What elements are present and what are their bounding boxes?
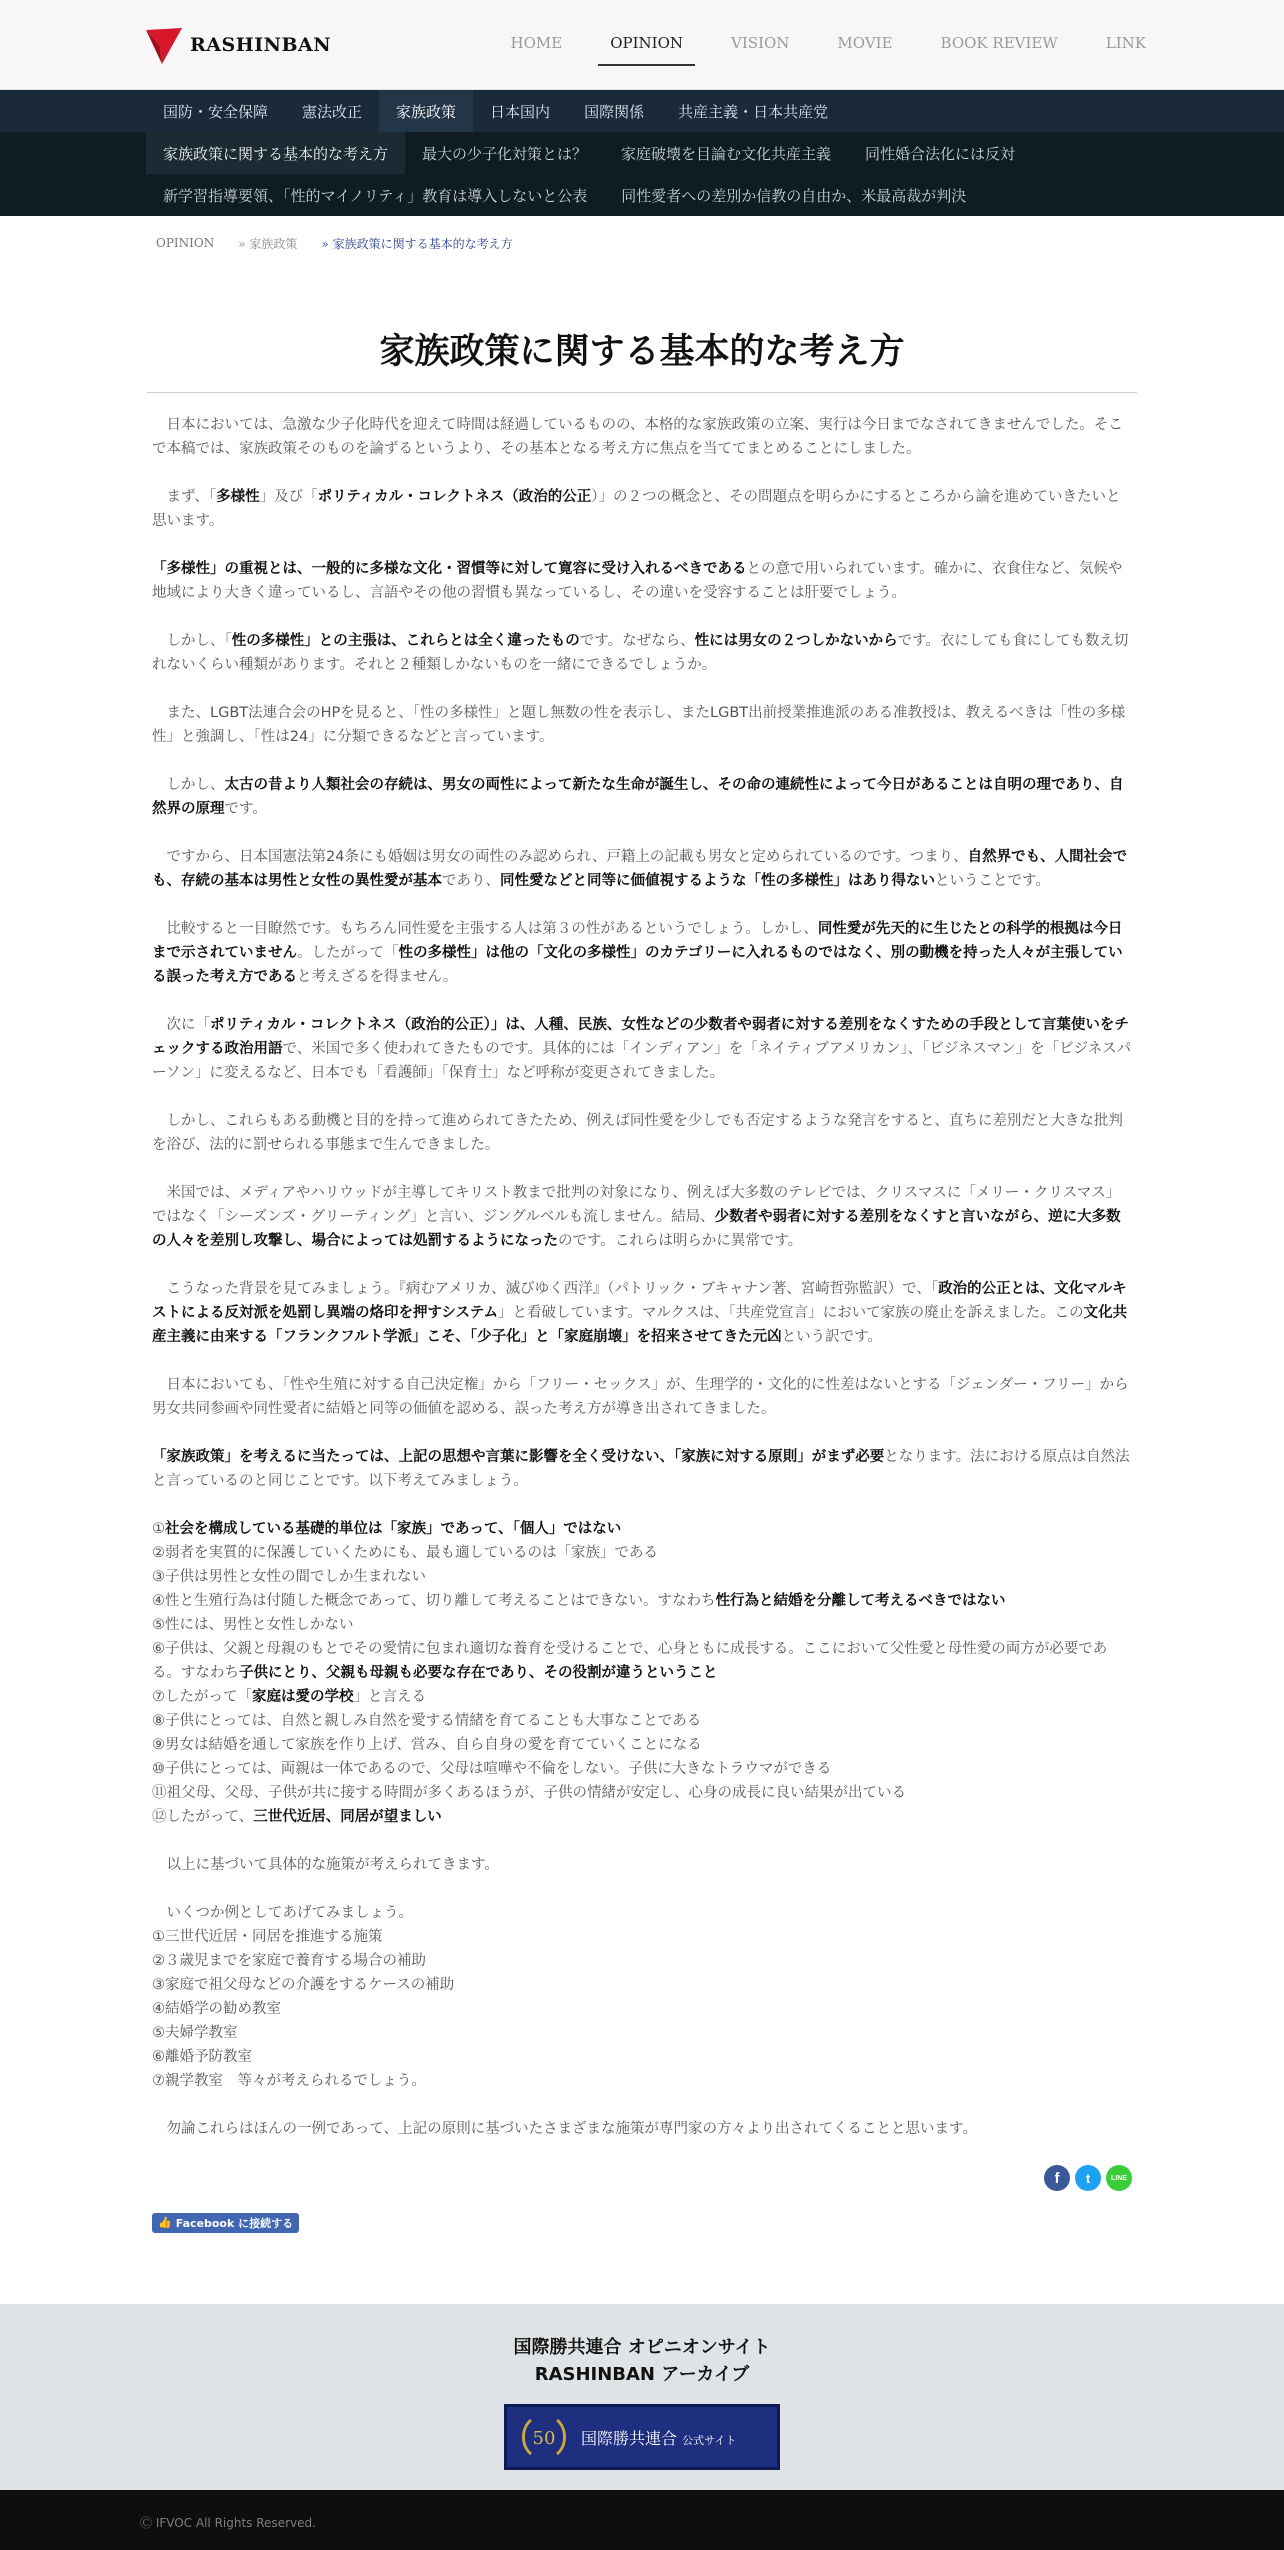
list-item: ②３歳児までを家庭で養育する場合の補助 xyxy=(152,1953,426,1969)
paragraph: 米国では、メディアやハリウッドが主導してキリスト教まで批判の対象になり、例えば大多数のテレビでは、クリスマスに「メリー・クリスマス」ではなく「シーズンズ・グリーティング」と言い、ジングルベルも流しません。結局、少数者や弱者に対する差別をなくすと言いながら、逆に大多数の人々を差別し攻撃し、場合によっては処罰するようになったのです。これらは明らかに異常です。 xyxy=(152,1185,1121,1249)
subnav-supreme-court[interactable]: 同性愛者への差別か信教の自由か、米最高裁が判決 xyxy=(621,186,967,205)
category-constitution[interactable]: 憲法改正 xyxy=(302,102,363,121)
paragraph: 「家族政策」を考えるに当たっては、上記の思想や言葉に影響を全く受けない、「家族に対する原則」がまず必要となります。法における原点は自然法と言っているのと同じことです。以下考えてみましょう。 xyxy=(152,1449,1130,1489)
paragraph: 次に「ポリティカル・コレクトネス（政治的公正）」は、人種、民族、女性などの少数者や弱者に対する差別をなくすための手段として言葉使いをチェックする政治用語で、米国で多く使われてきたものです。具体的には「インディアン」を「ネイティブアメリカン」、「ビジネスマン」を「ビジネスパーソン」に変えるなど、日本でも「看護師」「保育士」など呼称が変更されてきました。 xyxy=(152,1017,1132,1081)
paragraph: 日本においても、「性や生殖に対する自己決定権」から「フリー・セックス」が、生理学的・文化的に性差はないとする「ジェンダー・フリー」から男女共同参画や同性愛者に結婚と同等の価値を認める、誤った考え方が導き出されてきました。 xyxy=(152,1377,1129,1417)
facebook-connect-button[interactable] xyxy=(152,2213,299,2233)
share-icons xyxy=(1044,2165,1132,2191)
paragraph: 「多様性」の重視とは、一般的に多様な文化・習慣等に対して寛容に受け入れるべきであるとの意で用いられています。確かに、衣食住など、気候や地域により大きく違っているし、言語やその他の習慣も異なっているし、その違いを受容することは肝要でしょう。 xyxy=(152,561,1123,601)
share-bar xyxy=(152,2165,1132,2193)
facebook-share-icon[interactable]: f xyxy=(1044,2165,1070,2191)
list-item: ④性と生殖行為は付随した概念であって、切り離して考えることはできない。すなわち性行為と結婚を分離して考えるべきではない xyxy=(152,1593,1006,1609)
list-item: ⑥離婚予防教室 xyxy=(152,2049,252,2065)
subnav-curriculum[interactable]: 新学習指導要領、「性的マイノリティ」教育は導入しないと公表 xyxy=(163,186,588,205)
compass-logo-icon xyxy=(146,26,184,64)
paragraph: しかし、これらもある動機と目的を持って進められてきたため、例えば同性愛を少しでも否定するような発言をすると、直ちに差別だと大きな批判を浴び、法的に罰せられる事態まで生んできました。 xyxy=(152,1113,1123,1153)
banner-text: 国際勝共連合 公式サイト xyxy=(581,2428,737,2448)
category-family-policy[interactable]: 家族政策 xyxy=(379,90,473,132)
sub-nav xyxy=(0,132,1284,216)
thumbs-up-icon: 👍 xyxy=(158,2216,172,2229)
nav-vision[interactable]: VISION xyxy=(731,34,790,52)
site-logo[interactable] xyxy=(146,26,331,64)
measures-list xyxy=(152,1925,1132,2093)
list-item: ④結婚学の勧め教室 xyxy=(152,2001,281,2017)
ifvoc-official-banner[interactable] xyxy=(504,2404,780,2470)
paragraph: こうなった背景を見てみましょう。『病むアメリカ、滅びゆく西洋』（パトリック・ブキャナン著、宮崎哲弥監訳）で、「政治的公正とは、文化マルキストによる反対派を処罰し異端の烙印を押すシステム」と看破しています。マルクスは、「共産党宣言」において家族の廃止を訴えました。この文化共産主義に由来する「フランクフルト学派」こそ、「少子化」と「家庭崩壊」を招来させてきた元凶という訳です。 xyxy=(152,1281,1128,1345)
breadcrumb-opinion[interactable]: OPINION xyxy=(156,236,215,250)
list-item: ③家庭で祖父母などの介護をするケースの補助 xyxy=(152,1977,455,1993)
main-nav xyxy=(487,34,1146,64)
copyright-bar xyxy=(0,2490,1284,2550)
list-item: ⑤夫婦学教室 xyxy=(152,2025,238,2041)
site-footer xyxy=(0,2304,1284,2490)
list-item: ⑦したがって「家庭は愛の学校」と言える xyxy=(152,1689,426,1705)
list-item: ⑤性には、男性と女性しかない xyxy=(152,1617,354,1633)
paragraph: いくつか例としてあげてみましょう。 xyxy=(166,1905,413,1921)
breadcrumb-family-policy[interactable]: » 家族政策 xyxy=(238,236,298,251)
principles-list xyxy=(152,1517,1132,1829)
list-item: ③子供は男性と女性の間でしか生まれない xyxy=(152,1569,426,1585)
line-share-icon[interactable]: LINE xyxy=(1106,2165,1132,2191)
list-item: ②弱者を実質的に保護していくためにも、最も適しているのは「家族」である xyxy=(152,1545,658,1561)
paragraph: まず、「多様性」及び「ポリティカル・コレクトネス（政治的公正）」の２つの概念と、その問題点を明らかにするところから論を進めていきたいと思います。 xyxy=(152,489,1121,529)
facebook-connect xyxy=(152,2211,1132,2235)
nav-book-review[interactable]: BOOK REVIEW xyxy=(940,34,1058,52)
list-item: ⑧子供にとっては、自然と親しみ自然を愛する情緒を育てることも大事なことである xyxy=(152,1713,702,1729)
nav-link[interactable]: LINK xyxy=(1105,34,1146,52)
logo-text: RASHINBAN xyxy=(190,34,332,56)
breadcrumb xyxy=(0,216,1284,270)
list-item: ⑦親学教室 等々が考えられるでしょう。 xyxy=(152,2073,426,2089)
nav-opinion[interactable]: OPINION xyxy=(586,34,707,64)
subnav-cultural-communism[interactable]: 家庭破壊を目論む文化共産主義 xyxy=(621,144,832,163)
subnav-same-sex-marriage[interactable]: 同性婚合法化には反対 xyxy=(865,144,1016,163)
subnav-basic-concept[interactable]: 家族政策に関する基本的な考え方 xyxy=(146,132,405,174)
list-item: ⑥子供は、父親と母親のもとでその愛情に包まれ適切な養育を受けることで、心身ともに成長する。ここにおいて父性愛と母性愛の両方が必要である。すなわち子供にとり、父親も母親も必要な存在であり、その役割が違うということ xyxy=(152,1641,1108,1681)
page-title: 家族政策に関する基本的な考え方 xyxy=(379,331,905,372)
paragraph: 以上に基づいて具体的な施策が考えられてきます。 xyxy=(166,1857,499,1873)
paragraph: また、LGBT法連合会のHPを見ると、「性の多様性」と題し無数の性を表示し、またLGBT出前授業推進派のある准教授は、教えるべきは「性の多様性」と強調し、「性は24」に分類できるなどと言っています。 xyxy=(152,705,1126,745)
paragraph: しかし、太古の昔より人類社会の存続は、男女の両性によって新たな生命が誕生し、その命の連続性によって今日があることは自明の理であり、自然界の原理です。 xyxy=(152,777,1124,817)
list-item: ①社会を構成している基礎的単位は「家族」であって、「個人」ではない xyxy=(152,1521,622,1537)
paragraph: 比較すると一目瞭然です。もちろん同性愛を主張する人は第３の性があるというでしょう。しかし、同性愛が先天的に生じたとの科学的根拠は今日まで示されていません。したがって「性の多様性」は他の「文化の多様性」のカテゴリーに入れるものではなく、別の動機を持った人々が主張している誤った考え方であると考えざるを得ません。 xyxy=(152,921,1123,985)
article-body xyxy=(152,393,1132,2141)
copyright-text: Ⓒ IFVOC All Rights Reserved. xyxy=(140,2516,316,2530)
subnav-birthrate[interactable]: 最大の少子化対策とは？ xyxy=(422,144,588,163)
twitter-share-icon[interactable]: t xyxy=(1075,2165,1101,2191)
nav-home[interactable]: HOME xyxy=(510,34,563,52)
category-international[interactable]: 国際関係 xyxy=(584,102,645,121)
list-item: ①三世代近居・同居を推進する施策 xyxy=(152,1929,383,1945)
category-communism[interactable]: 共産主義・日本共産党 xyxy=(678,102,829,121)
category-domestic[interactable]: 日本国内 xyxy=(490,102,551,121)
nav-movie[interactable]: MOVIE xyxy=(837,34,893,52)
paragraph: 日本においては、急激な少子化時代を迎えて時間は経過しているものの、本格的な家族政策の立案、実行は今日までなされてきませんでした。そこで本稿では、家族政策そのものを論ずるというより、その基本となる考え方に焦点を当ててまとめることにしました。 xyxy=(152,417,1123,457)
paragraph: ですから、日本国憲法第24条にも婚姻は男女の両性のみ認められ、戸籍上の記載も男女と定められているのです。つまり、自然界でも、人間社会でも、存続の基本は男性と女性の異性愛が基本であり、同性愛などと同等に価値視するような「性の多様性」はあり得ないということです。 xyxy=(152,849,1128,889)
laurel-badge-icon xyxy=(517,2410,571,2464)
badge-number: 50 xyxy=(532,2428,556,2449)
category-defense[interactable]: 国防・安全保障 xyxy=(163,102,269,121)
paragraph: しかし、「性の多様性」との主張は、これらとは全く違ったものです。なぜなら、性には男女の２つしかないからです。衣にしても食にしても数え切れないくらい種類があります。それと２種類しかないものを一緒にできるでしょうか。 xyxy=(152,633,1129,673)
list-item: ⑪祖父母、父母、子供が共に接する時間が多くあるほうが、子供の情緒が安定し、心身の成長に良い結果が出ている xyxy=(152,1785,906,1801)
footer-title: 国際勝共連合 オピニオンサイト RASHINBAN アーカイブ xyxy=(513,2337,771,2385)
category-nav xyxy=(0,90,1284,132)
list-item: ⑩子供にとっては、両親は一体であるので、父母は喧嘩や不倫をしない。子供に大きなトラウマができる xyxy=(152,1761,832,1777)
paragraph: 勿論これらはほんの一例であって、上記の原則に基づいたさまざまな施策が専門家の方々より出されてくることと思います。 xyxy=(166,2121,977,2137)
site-header xyxy=(0,0,1284,90)
facebook-connect-label: Facebook に接続する xyxy=(175,2216,294,2230)
list-item: ⑫したがって、三世代近居、同居が望ましい xyxy=(152,1809,442,1825)
breadcrumb-current[interactable]: » 家族政策に関する基本的な考え方 xyxy=(321,236,513,251)
list-item: ⑨男女は結婚を通して家族を作り上げ、営み、自ら自身の愛を育てていくことになる xyxy=(152,1737,702,1753)
